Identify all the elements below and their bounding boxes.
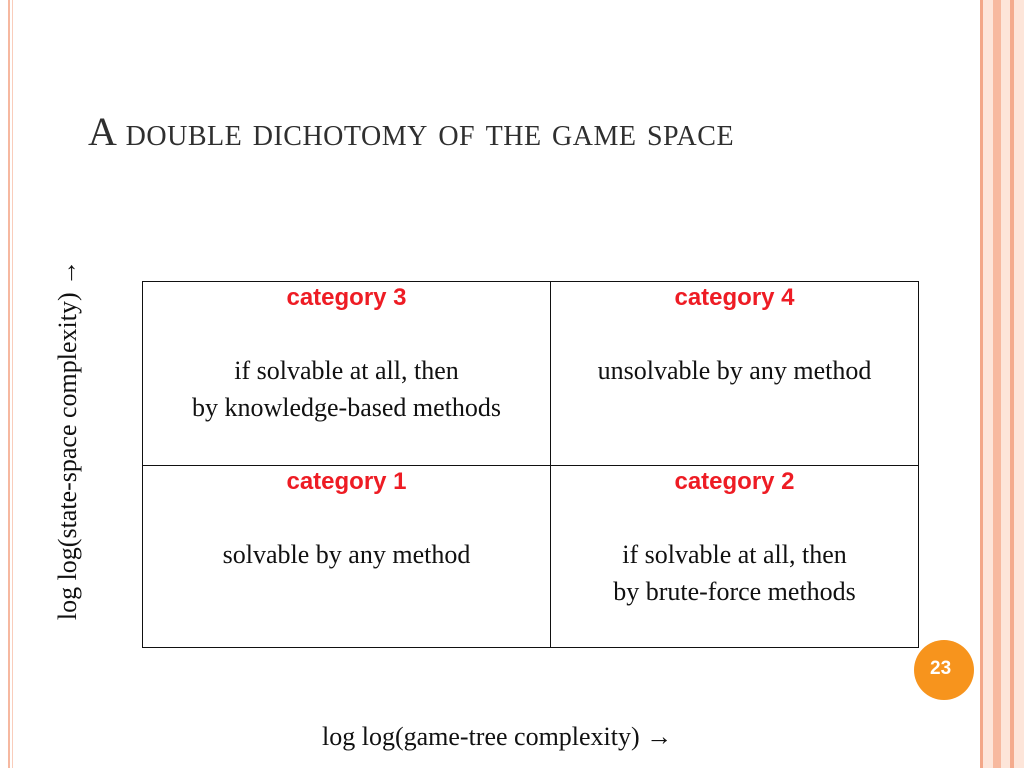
- description-line: if solvable at all, then: [234, 356, 459, 385]
- frame-line-left: [8, 0, 10, 768]
- frame-line-right-1: [980, 0, 983, 768]
- description-line: solvable by any method: [222, 540, 471, 569]
- page-number: 23: [930, 658, 952, 679]
- frame-line-left-thin: [12, 0, 13, 768]
- cell-description: [551, 536, 918, 610]
- description-line: unsolvable by any method: [597, 356, 872, 385]
- cell-description: [143, 536, 550, 573]
- frame-band-right: [980, 0, 1024, 768]
- description-line: by brute-force methods: [613, 577, 856, 606]
- description-line: if solvable at all, then: [622, 540, 847, 569]
- slide-title: A double dichotomy of the game space: [88, 109, 735, 154]
- y-axis-label: log log(state-space complexity) →: [53, 259, 82, 621]
- category-label: category 2: [674, 468, 795, 495]
- description-line: by knowledge-based methods: [191, 393, 502, 422]
- category-label: category 1: [286, 468, 407, 495]
- cell-category-4: [551, 282, 918, 466]
- cell-category-1: [143, 466, 551, 647]
- cell-category-2: [551, 466, 918, 647]
- cell-description: [143, 352, 550, 426]
- frame-line-right-2: [993, 0, 1001, 768]
- x-axis-label: log log(game-tree complexity) →: [322, 722, 673, 751]
- quadrant-grid: [142, 281, 919, 648]
- category-label: category 4: [674, 284, 795, 311]
- category-label: category 3: [286, 284, 407, 311]
- cell-category-3: [143, 282, 551, 466]
- frame-line-right-3: [1010, 0, 1014, 768]
- cell-description: [551, 352, 918, 389]
